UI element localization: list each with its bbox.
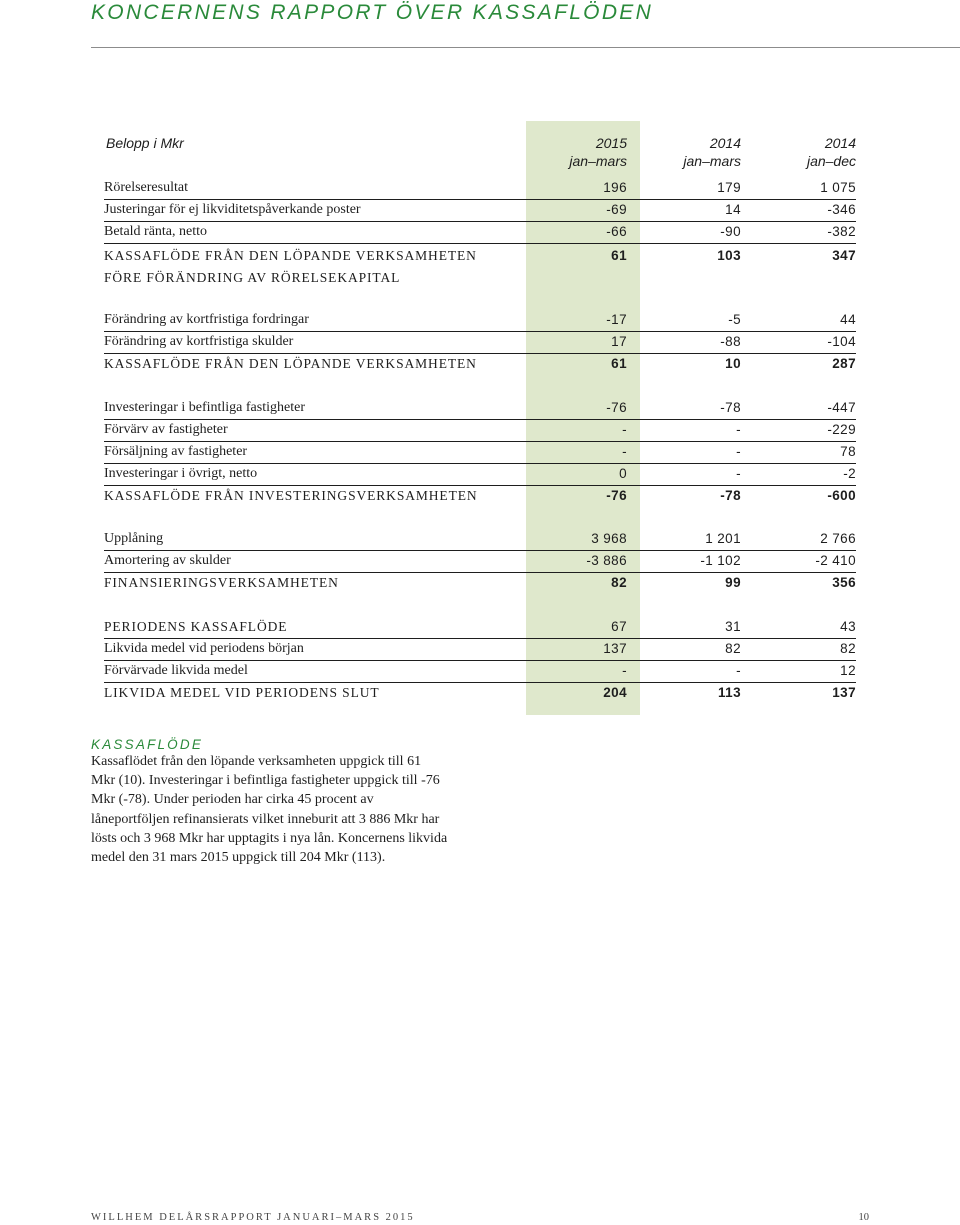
row-label-line-1: KASSAFLÖDE FRÅN DEN LÖPANDE VERKSAMHETEN <box>104 248 477 263</box>
note-body: Kassaflödet från den löpande verksamheten uppgick till 61 Mkr (10). Investeringar i befintliga fastigheter uppgick till -76 Mkr (-78). Under perioden har cirka 45 procent av låneportföljen refinansierats vilket inneburit att 3 886 Mkr har lösts och 3 968 Mkr har upptagits i nya lån. Koncernens likvida medel den 31 mars 2015 uppgick till 204 Mkr (113). <box>91 754 448 866</box>
value-2014-jan-mars: -5 <box>728 312 741 327</box>
row-label: FINANSIERINGSVERKSAMHETEN <box>104 575 339 590</box>
column-header-2015-jan-mars <box>526 134 627 170</box>
row-label: Upplåning <box>104 531 164 546</box>
value-2014-jan-dec: -229 <box>827 422 856 437</box>
table-row <box>104 309 856 332</box>
value-2014-jan-dec: 137 <box>832 685 856 700</box>
value-2015-jan-mars: 3 968 <box>591 531 627 546</box>
value-2014-jan-mars: -78 <box>720 488 741 503</box>
footer-report-name: WILLHEM DELÅRSRAPPORT JANUARI–MARS 2015 <box>91 1212 415 1223</box>
row-label-line-2: FÖRE FÖRÄNDRING AV RÖRELSEKAPITAL <box>104 270 401 285</box>
value-2014-jan-dec: 356 <box>832 575 856 590</box>
value-2015-jan-mars: - <box>622 444 627 459</box>
row-label: Förändring av kortfristiga skulder <box>104 334 294 349</box>
header-divider <box>91 47 960 48</box>
row-label: KASSAFLÖDE FRÅN DEN LÖPANDE VERKSAMHETEN <box>104 356 477 371</box>
row-label: Investeringar i befintliga fastigheter <box>104 400 305 415</box>
row-label: Betald ränta, netto <box>104 224 208 239</box>
table-row <box>104 616 856 639</box>
value-2014-jan-mars: 31 <box>725 619 741 634</box>
row-label: Investeringar i övrigt, netto <box>104 466 258 481</box>
value-2014-jan-dec: -447 <box>827 400 856 415</box>
value-2014-jan-mars: 82 <box>725 641 741 656</box>
value-2015-jan-mars: -66 <box>606 224 627 239</box>
row-label: LIKVIDA MEDEL VID PERIODENS SLUT <box>104 685 380 700</box>
value-2014-jan-dec: 12 <box>840 663 856 678</box>
column-year: 2015 <box>595 135 627 151</box>
row-label: Justeringar för ej likviditetspåverkande poster <box>104 202 361 217</box>
table-row <box>104 550 856 573</box>
value-2014-jan-dec: 82 <box>840 641 856 656</box>
value-2014-jan-dec: -346 <box>827 202 856 217</box>
subtotal-row <box>104 245 856 289</box>
table-row <box>104 331 856 354</box>
value-2015-jan-mars: -76 <box>606 400 627 415</box>
column-period: jan–dec <box>806 153 856 169</box>
value-2014-jan-mars: 1 201 <box>705 531 741 546</box>
value-2014-jan-dec: 347 <box>832 248 856 263</box>
value-2015-jan-mars: -76 <box>606 488 627 503</box>
value-2014-jan-dec: 78 <box>840 444 856 459</box>
value-2014-jan-mars: -78 <box>720 400 741 415</box>
value-2014-jan-dec: 1 075 <box>820 180 856 195</box>
subtotal-row <box>104 353 856 375</box>
row-label: Rörelseresultat <box>104 180 188 195</box>
table-row <box>104 638 856 661</box>
value-2015-jan-mars: -3 886 <box>586 553 627 568</box>
value-2014-jan-mars: -1 102 <box>700 553 741 568</box>
value-2015-jan-mars: 61 <box>611 356 627 371</box>
value-2014-jan-mars: -88 <box>720 334 741 349</box>
value-2014-jan-mars: - <box>736 444 741 459</box>
subtotal-row <box>104 485 856 507</box>
value-2014-jan-mars: 14 <box>725 202 741 217</box>
table-row <box>104 528 856 551</box>
value-2015-jan-mars: -69 <box>606 202 627 217</box>
value-2014-jan-mars: 103 <box>717 248 741 263</box>
value-2014-jan-dec: -2 410 <box>815 553 856 568</box>
row-label: Amortering av skulder <box>104 553 231 568</box>
value-2014-jan-mars: 99 <box>725 575 741 590</box>
column-header-2014-jan-dec <box>755 134 856 170</box>
row-label: Likvida medel vid periodens början <box>104 641 304 656</box>
table-row <box>104 177 856 200</box>
value-2015-jan-mars: 196 <box>603 180 627 195</box>
row-label: Försäljning av fastigheter <box>104 444 248 459</box>
value-2014-jan-mars: - <box>736 663 741 678</box>
row-label: Förändring av kortfristiga fordringar <box>104 312 309 327</box>
value-2015-jan-mars: 67 <box>611 619 627 634</box>
value-2014-jan-dec: 287 <box>832 356 856 371</box>
value-2015-jan-mars: 61 <box>611 248 627 263</box>
value-2015-jan-mars: - <box>622 663 627 678</box>
column-period: jan–mars <box>569 153 627 169</box>
note-title: KASSAFLÖDE <box>91 737 204 752</box>
row-label: Förvärv av fastigheter <box>104 422 228 437</box>
table-row <box>104 463 856 486</box>
value-2014-jan-mars: 179 <box>717 180 741 195</box>
value-2015-jan-mars: -17 <box>606 312 627 327</box>
subtotal-row <box>104 572 856 594</box>
value-2014-jan-mars: - <box>736 422 741 437</box>
table-row <box>104 397 856 420</box>
row-label: Förvärvade likvida medel <box>104 663 248 678</box>
column-year: 2014 <box>709 135 741 151</box>
column-header-2014-jan-mars <box>640 134 741 170</box>
table-row <box>104 441 856 464</box>
value-2015-jan-mars: - <box>622 422 627 437</box>
value-2014-jan-dec: 44 <box>840 312 856 327</box>
footer-page-number: 10 <box>858 1212 869 1223</box>
value-2015-jan-mars: 17 <box>611 334 627 349</box>
unit-label: Belopp i Mkr <box>106 135 184 151</box>
value-2014-jan-dec: -104 <box>827 334 856 349</box>
value-2014-jan-mars: 113 <box>718 685 741 700</box>
column-year: 2014 <box>824 135 856 151</box>
value-2014-jan-mars: 10 <box>725 356 741 371</box>
value-2014-jan-dec: -600 <box>827 488 856 503</box>
value-2014-jan-dec: 43 <box>840 619 856 634</box>
table-row <box>104 660 856 683</box>
value-2014-jan-mars: - <box>736 466 741 481</box>
row-label: KASSAFLÖDE FRÅN INVESTERINGSVERKSAMHETEN <box>104 488 478 503</box>
value-2015-jan-mars: 204 <box>603 685 627 700</box>
value-2014-jan-dec: -382 <box>827 224 856 239</box>
value-2014-jan-dec: 2 766 <box>820 531 856 546</box>
column-period: jan–mars <box>683 153 741 169</box>
row-label: PERIODENS KASSAFLÖDE <box>104 619 288 634</box>
value-2014-jan-mars: -90 <box>720 224 741 239</box>
value-2015-jan-mars: 137 <box>603 641 627 656</box>
value-2015-jan-mars: 82 <box>611 575 627 590</box>
table-row <box>104 221 856 244</box>
total-row <box>104 682 856 704</box>
table-row <box>104 199 856 222</box>
value-2014-jan-dec: -2 <box>843 466 856 481</box>
value-2015-jan-mars: 0 <box>619 466 627 481</box>
row-label <box>104 245 477 289</box>
page-title: KONCERNENS RAPPORT ÖVER KASSAFLÖDEN <box>91 1 654 24</box>
table-row <box>104 419 856 442</box>
